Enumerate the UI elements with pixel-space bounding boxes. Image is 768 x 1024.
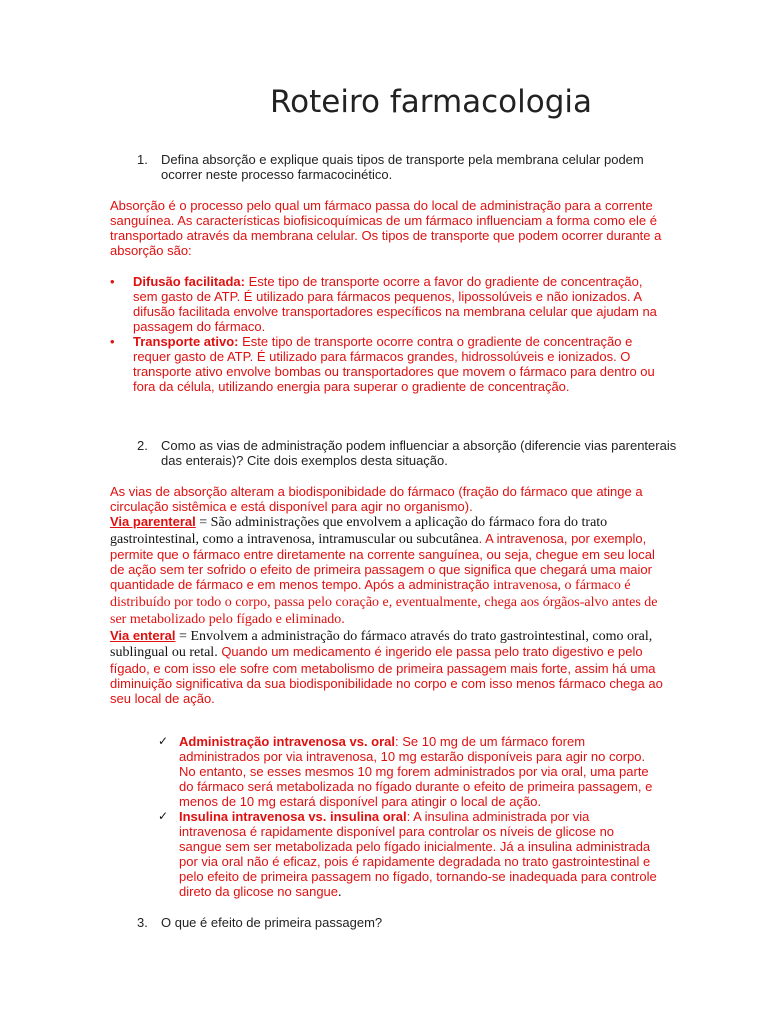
item-text: Este tipo de transporte ocorre a favor do gradiente de concentração, sem gasto de ATP. É utilizado para fármacos pequenos, lipossolúveis e não ionizados. A difusão facilitada envolve transportadores específicos na membrana celular que ajudam na passagem do fármaco. [133, 274, 657, 334]
list-item [110, 334, 670, 394]
answer-2-intro: As vias de absorção alteram a biodisponibidade do fármaco (fração do fármaco que atinge a circulação sistêmica e está disponível para agir no organismo). [110, 484, 643, 515]
via-parenteral-distribution: intravenosa, o fármaco é distribuído por todo o corpo, passa pelo coração e, eventualmente, chega aos órgãos-alvo antes de ser metabolizado pelo fígado e eliminado. [110, 578, 658, 628]
example-label: Insulina intravenosa vs. insulina oral [179, 809, 407, 824]
via-parenteral-explanation: . A intravenosa, por exemplo, permite que o fármaco entre diretamente na corrente sanguínea, ou seja, chegue em seu local de ação sem ter sofrido o efeito de primeira passagem o que significa que chegará uma maior quantidade de fármaco e em menos tempo. Após a administração [110, 530, 655, 593]
question-number: 2. [137, 438, 148, 453]
example-label: Administração intravenosa vs. oral [179, 734, 396, 749]
question-2 [137, 438, 697, 470]
transport-types-list [110, 274, 670, 394]
question-text: O que é efeito de primeira passagem? [161, 915, 383, 930]
bullet-icon: • [110, 334, 115, 349]
question-text: Defina absorção e explique quais tipos de transporte pela membrana celular podem ocorrer neste processo farmacocinético. [161, 152, 644, 182]
via-parenteral-label: Via parenteral [110, 514, 196, 530]
question-number: 3. [137, 915, 148, 930]
example-tail: . [338, 885, 342, 900]
page-title: Roteiro farmacologia [270, 84, 593, 120]
example-text: : Se 10 mg de um fármaco forem administrados por via intravenosa, 10 mg estarão disponíveis para agir no corpo. No entanto, se esses mesmos 10 mg forem administrados por via oral, uma parte do fármaco será metabolizada no fígado durante o efeito de primeira passagem, e menos de 10 mg estará disponível para atingir o local de ação. [179, 734, 653, 809]
question-text: Como as vias de administração podem influenciar a absorção (diferencie vias parenterais das enterais)? Cite dois exemplos desta situação. [161, 438, 677, 468]
via-parenteral-definition: São administrações que envolvem a aplicação do fármaco fora do trato gastrointestinal, como a intravenosa, intramuscular ou subcutânea [110, 515, 608, 547]
list-item [158, 809, 658, 900]
answer-2 [110, 484, 670, 706]
list-item [110, 274, 670, 334]
question-number: 1. [137, 152, 148, 167]
bullet-icon: • [110, 274, 115, 289]
answer-1-intro: Absorção é o processo pelo qual um fármaco passa do local de administração para a corrente sanguínea. As características biofisicoquímicas de um fármaco influenciam a forma como ele é transportado através da membrana celular. Os tipos de transporte que podem ocorrer durante a absorção são: [110, 198, 662, 258]
list-item [158, 734, 658, 809]
equals-sign: = [175, 629, 191, 645]
via-enteral-label: Via enteral [110, 628, 176, 644]
checkmark-icon: ✓ [158, 734, 169, 748]
item-text: Este tipo de transporte ocorre contra o gradiente de concentração e requer gasto de ATP. É utilizado para fármacos grandes, hidrossolúveis e ionizados. O transporte ativo envolve bombas ou transportadores que movem o fármaco para dentro ou fora da célula, utilizando energia para superar o gradiente de concentração. [133, 334, 655, 394]
item-label: Transporte ativo: [133, 334, 239, 349]
example-text: : A insulina administrada por via intravenosa é rapidamente disponível para controlar os níveis de glicose no sangue sem ser metabolizada pelo fígado inicialmente. Já a insulina administrada por via oral não é eficaz, pois é rapidamente degradada no trato gastrointestinal e pelo efeito de primeira passagem no fígado, tornando-se inadequada para controle direto da glicose no sangue [179, 809, 657, 899]
via-enteral-explanation: Quando um medicamento é ingerido ele passa pelo trato digestivo e pelo fígado, e com isso ele sofre com metabolismo de primeira passagem mais forte, assim há uma diminuição significativa da sua biodisponibilidade no corpo e com isso menos fármaco chega ao seu local de ação. [110, 644, 663, 707]
examples-list [158, 734, 658, 900]
checkmark-icon: ✓ [158, 809, 169, 823]
question-1 [137, 152, 697, 184]
item-label: Difusão facilitada: [133, 274, 245, 289]
question-3 [137, 915, 697, 931]
equals-sign: = [195, 515, 211, 531]
via-enteral-definition: Envolvem a administração do fármaco através do trato gastrointestinal, como oral, sublingual ou retal. [110, 629, 653, 661]
